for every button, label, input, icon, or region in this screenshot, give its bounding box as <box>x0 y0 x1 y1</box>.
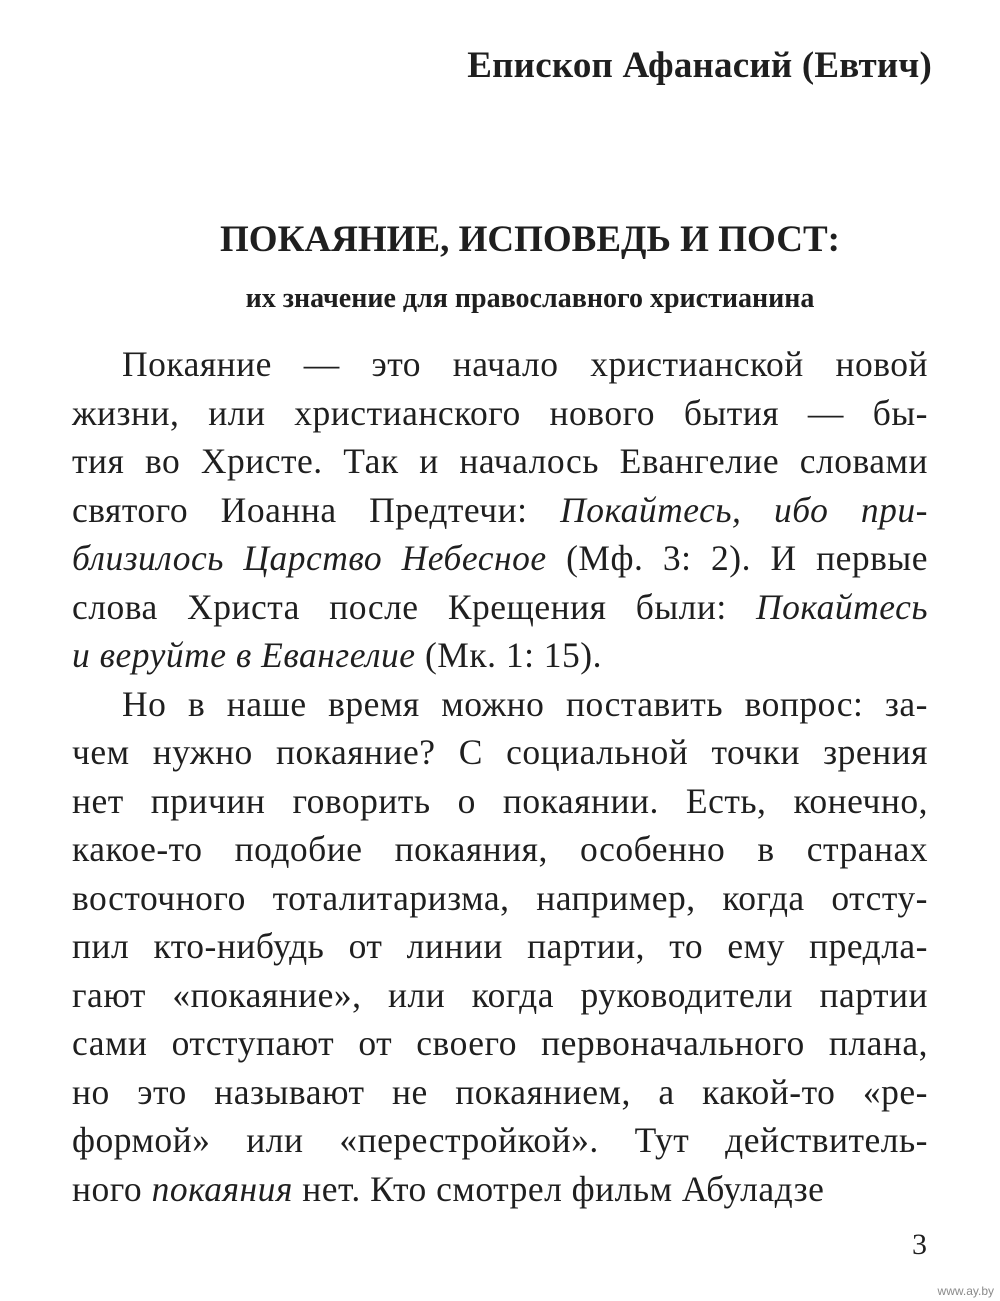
text-run: (Мф. 3: 2). И первые <box>546 538 928 578</box>
text-run: гают «покаяние», или когда руководители партии <box>72 974 928 1015</box>
text-run: формой» или «перестройкой». Тут действитель- <box>72 1120 928 1160</box>
italic-quote: Покайтесь <box>756 586 928 627</box>
text-run: Но в наше время можно поставить вопрос: за- <box>122 683 928 724</box>
text-run: восточного тоталитаризма, например, когда отсту- <box>72 877 928 918</box>
text-line <box>72 922 928 970</box>
watermark: www.ay.by <box>937 1284 994 1298</box>
running-header-author: Епископ Афанасий (Евтич) <box>467 45 932 86</box>
text-line <box>72 583 928 631</box>
text-line <box>72 1019 928 1067</box>
text-line <box>72 1068 928 1116</box>
italic-quote: и веруйте в Евангелие <box>72 635 416 675</box>
text-run: но это называют не покаянием, а какой-то «ре- <box>72 1071 928 1112</box>
italic-quote: Покайтесь, ибо при- <box>560 489 928 530</box>
text-run: какое-то подобие покаяния, особенно в странах <box>72 829 928 869</box>
text-line <box>72 631 928 679</box>
text-line <box>72 1116 928 1164</box>
text-line <box>72 777 928 825</box>
text-line <box>72 437 928 485</box>
text-run: жизни, или христианского нового бытия — бы- <box>72 392 928 433</box>
text-line <box>72 728 928 776</box>
text-run: (Мк. 1: 15). <box>415 635 603 675</box>
page-number: 3 <box>912 1228 927 1261</box>
chapter-subtitle: их значение для православного христианина <box>245 283 815 314</box>
text-line <box>122 680 928 728</box>
text-run: Покаяние — это начало христианской новой <box>122 344 928 384</box>
text-line <box>72 534 928 582</box>
text-run: нет причин говорить о покаянии. Есть, конечно, <box>72 780 928 821</box>
text-run: нет. Кто смотрел фильм Абуладзе <box>292 1168 825 1209</box>
text-run: пил кто-нибудь от линии партии, то ему предла- <box>72 926 928 966</box>
chapter-title: ПОКАЯНИЕ, ИСПОВЕДЬ И ПОСТ: <box>220 219 840 260</box>
text-line <box>122 340 928 388</box>
italic-quote: близилось Царство Небесное <box>72 538 547 578</box>
text-line <box>72 971 928 1019</box>
text-run: чем нужно покаяние? С социальной точки зрения <box>72 732 928 772</box>
text-run: ного <box>72 1168 152 1209</box>
text-run: святого Иоанна Предтечи: <box>72 489 561 530</box>
text-line <box>72 825 928 873</box>
text-run: сами отступают от своего первоначального плана, <box>72 1023 928 1063</box>
italic-quote: покаяния <box>151 1168 293 1209</box>
text-line <box>72 874 928 922</box>
text-line <box>72 486 928 534</box>
text-line <box>72 1165 928 1213</box>
text-run: слова Христа после Крещения были: <box>72 586 757 627</box>
text-run: тия во Христе. Так и началось Евангелие словами <box>72 441 928 481</box>
text-line <box>72 389 928 437</box>
